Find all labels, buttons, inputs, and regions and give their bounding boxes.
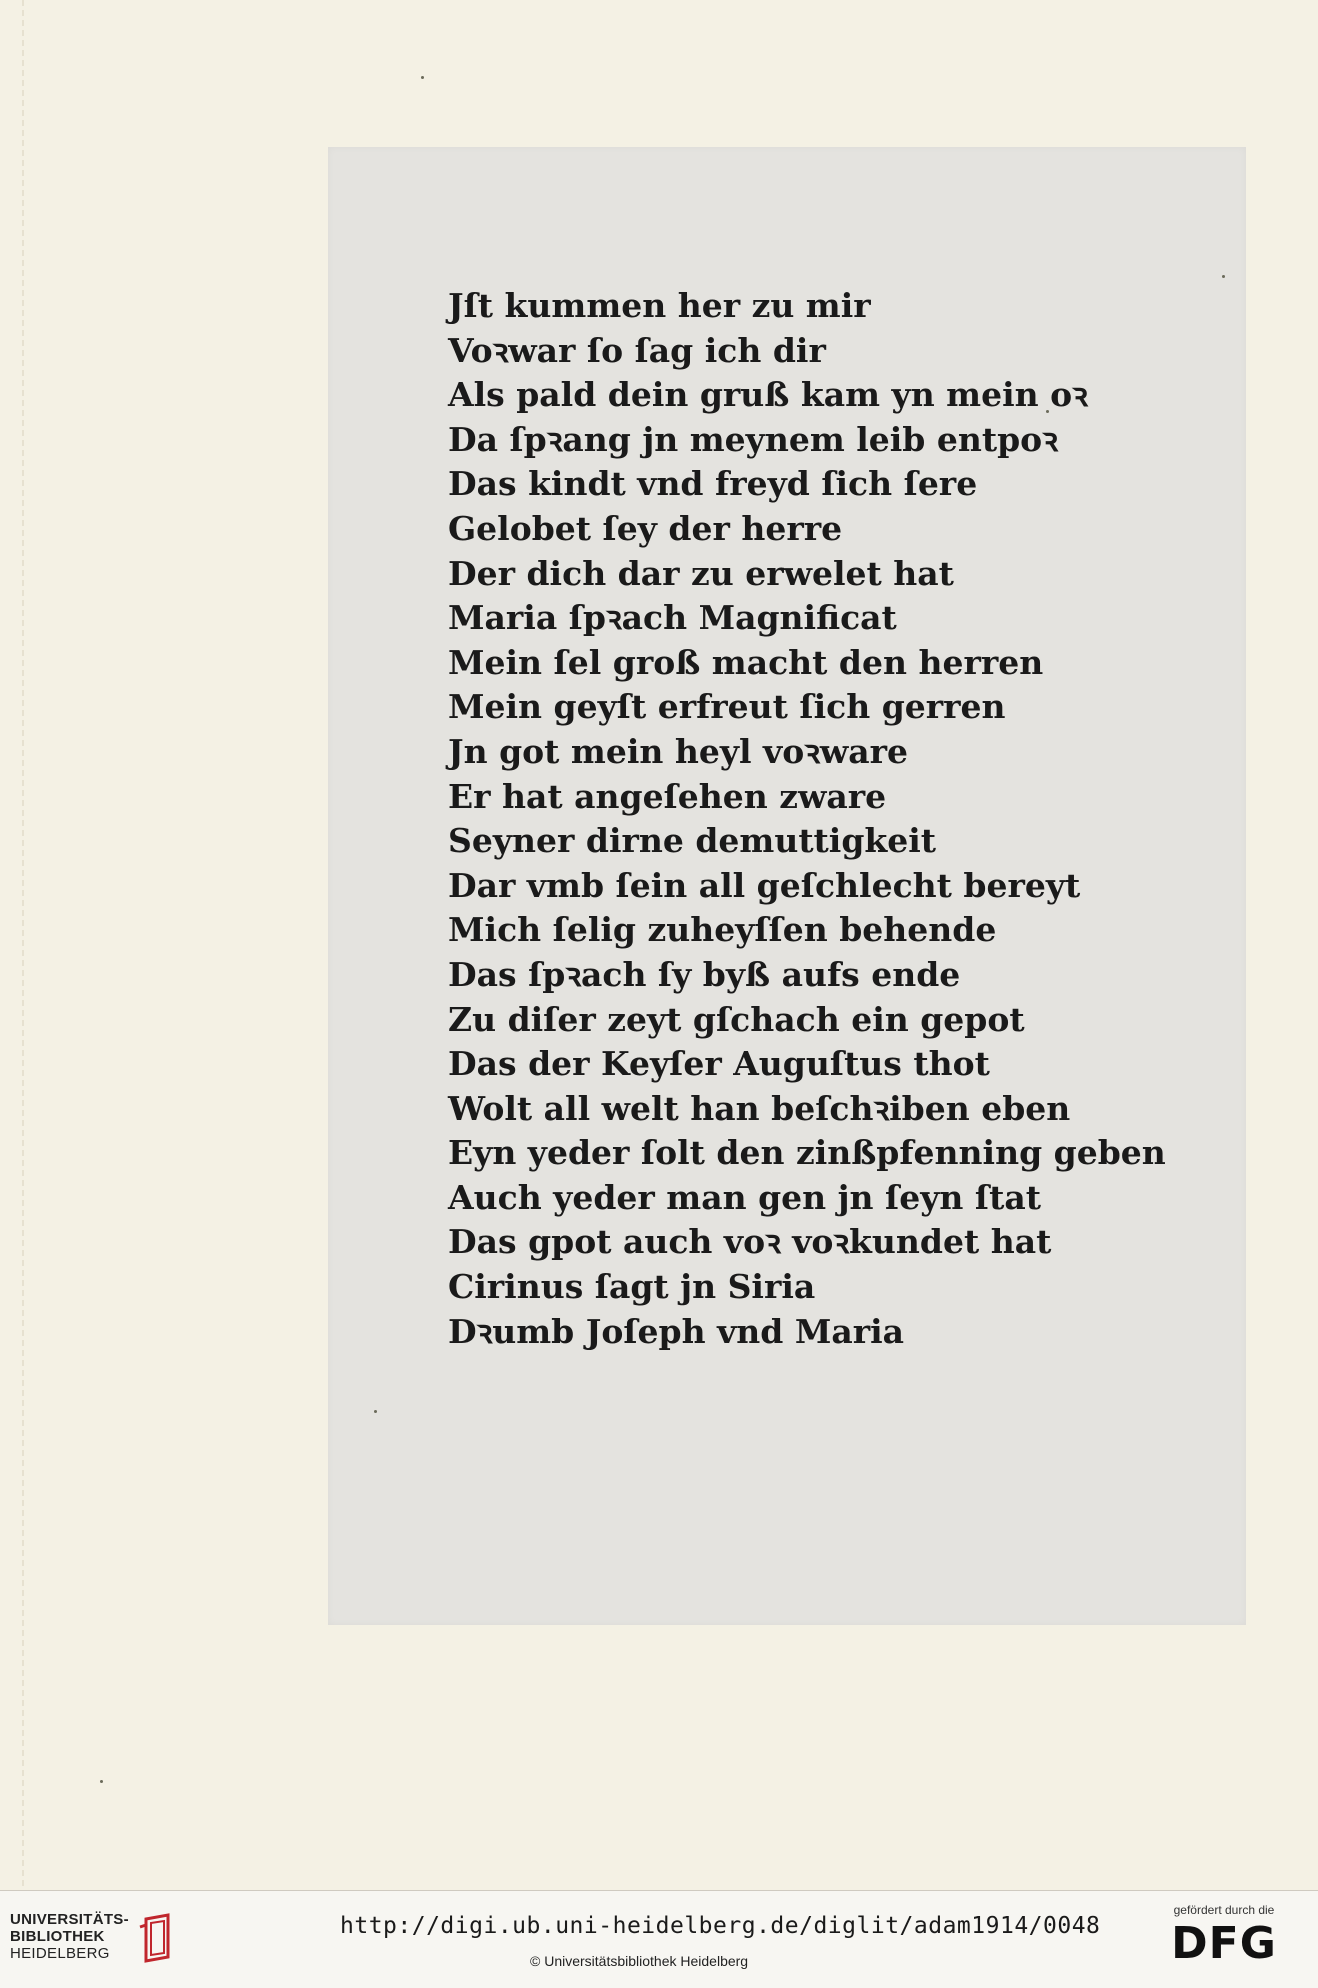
funder-logo[interactable] [1154,1903,1294,1967]
footer-bar [0,1890,1318,1988]
verse-line: Zu diſer zeyt gſchach ein gepot [448,999,1025,1039]
verse-line: Mein ſel groß macht den herren [448,642,1044,682]
verse-line: Das der Keyſer Auguſtus thot [448,1044,990,1084]
library-emblem-icon [138,1913,176,1963]
verse-line: Auch yeder man gen jn ſeyn ſtat [448,1177,1041,1217]
verse-line: Voꝛwar ſo ſag ich dir [448,330,826,370]
verse-line: Das gpot auch voꝛ voꝛkundet hat [448,1222,1052,1262]
verse-line: Dꝛumb Joſeph vnd Maria [448,1311,905,1351]
paper-speck [374,1410,377,1413]
copyright-notice: © Universitätsbibliothek Heidelberg [530,1953,749,1969]
library-name-line1: UNIVERSITÄTS- [10,1911,129,1928]
verse-line: Der dich dar zu erwelet hat [448,553,954,593]
library-name-line2: BIBLIOTHEK [10,1928,105,1945]
verse-text-block [448,284,1166,1354]
funding-caption: gefördert durch die [1173,1903,1275,1917]
verse-line: Er hat angeſehen zware [448,776,887,816]
paper-speck [421,76,424,79]
verse-line: Als pald dein gruß kam yn mein oꝛ [448,375,1088,415]
verse-line: Wolt all welt han beſchꝛiben eben [448,1088,1071,1128]
verse-line: Da ſpꝛang jn meynem leib entpoꝛ [448,419,1058,459]
library-logo[interactable] [10,1911,210,1971]
verse-line: Mich ſelig zuheyſſen behende [448,910,997,950]
dfg-logo: DFG [1171,1918,1277,1969]
library-name-line3: HEIDELBERG [10,1945,110,1962]
paper-speck [100,1780,103,1783]
verse-line: Mein geyſt erfreut ſich gerren [448,687,1006,727]
verse-line: Das ſpꝛach ſy byß aufs ende [448,954,961,994]
verse-line: Eyn yeder ſolt den zinßpfenning geben [448,1133,1166,1173]
paper-speck [1222,275,1225,278]
verse-line: Gelobet ſey der herre [448,508,843,548]
page-edge [22,0,24,1890]
verse-line: Dar vmb ſein all geſchlecht bereyt [448,865,1081,905]
verse-line: Das kindt vnd freyd ſich ſere [448,464,978,504]
verse-line: Maria ſpꝛach Magnificat [448,598,897,638]
verse-line: Cirinus ſagt jn Siria [448,1267,816,1307]
verse-line: Jſt kummen her zu mir [448,286,871,325]
permalink-url[interactable]: http://digi.ub.uni-heidelberg.de/diglit/adam1914/0048 [340,1913,1101,1939]
verse-line: Jn got mein heyl voꝛware [448,731,909,771]
verse-line: Seyner dirne demuttigkeit [448,821,937,861]
